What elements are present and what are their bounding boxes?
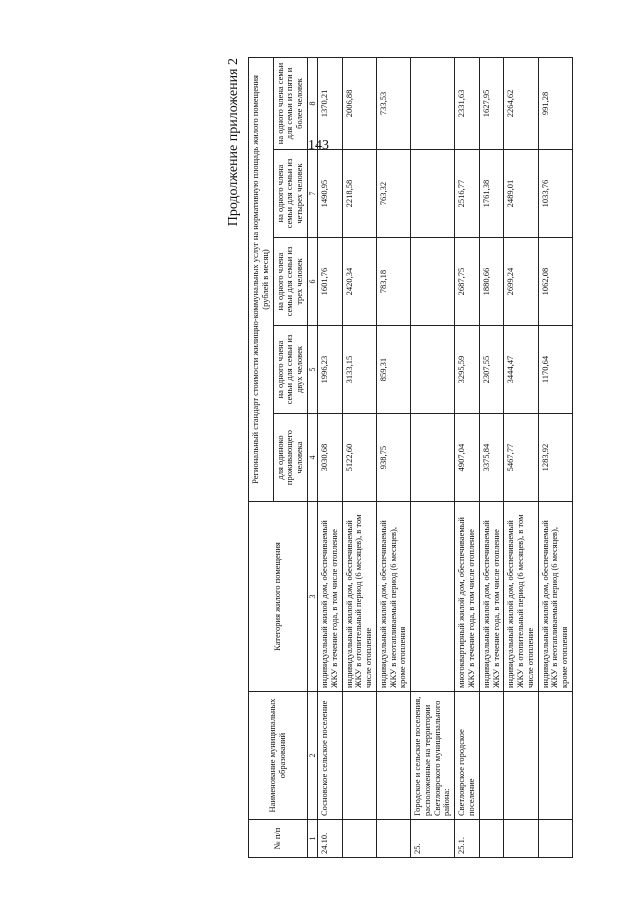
value-cell: 3444,47 <box>504 326 538 414</box>
row-category: многоквартирный жилой дом, обеспечиваемый ЖКУ в течение года, в том числе отопление <box>455 502 480 692</box>
value-cell: 859,31 <box>376 326 410 414</box>
row-municipality <box>479 692 504 820</box>
continuation-caption: Продолжение приложения 2 <box>226 58 241 227</box>
value-cell <box>411 57 455 149</box>
table-row <box>342 57 376 857</box>
value-cell: 1170,64 <box>538 326 572 414</box>
value-cell: 1370,21 <box>318 57 343 149</box>
value-cell: 1283,92 <box>538 414 572 502</box>
value-cell: 1996,23 <box>318 326 343 414</box>
value-cell: 2331,63 <box>455 57 480 149</box>
table-row <box>411 57 455 857</box>
rotated-table-page <box>226 58 640 858</box>
value-cell: 2218,58 <box>342 150 376 238</box>
value-cell: 733,53 <box>376 57 410 149</box>
page-number: 143 <box>308 138 329 153</box>
value-cell <box>411 414 455 502</box>
row-municipality <box>376 692 410 820</box>
row-no: 25.1. <box>455 820 480 858</box>
row-no <box>479 820 504 858</box>
row-category <box>411 502 455 692</box>
value-cell <box>411 326 455 414</box>
table-row <box>376 57 410 857</box>
row-category: индивидуальный жилой дом, обеспечиваемый ЖКУ в неотапливаемый период (6 месяцев), кроме отопления <box>538 502 572 692</box>
header-sub-5: на одного члена семьи для семьи из пяти и более человек <box>273 57 307 149</box>
housing-cost-table <box>248 57 573 858</box>
row-municipality: Городское и сельские поселения, расположенные на территории Светлоярского муниципального района: <box>411 692 455 820</box>
row-category: индивидуальный жилой дом, обеспечиваемый ЖКУ в неотапливаемый период (6 месяцев), кроме отопления <box>376 502 410 692</box>
value-cell: 5122,60 <box>342 414 376 502</box>
index-cell: 1 <box>307 820 317 858</box>
value-cell: 2516,77 <box>455 150 480 238</box>
header-municipality: Наименование муниципальных образований <box>249 692 308 820</box>
value-cell: 783,18 <box>376 238 410 326</box>
value-cell: 1062,08 <box>538 238 572 326</box>
row-municipality: Сосновское сельское поселение <box>318 692 343 820</box>
value-cell: 3030,68 <box>318 414 343 502</box>
value-cell: 1627,95 <box>479 57 504 149</box>
row-category: индивидуальный жилой дом, обеспечиваемый ЖКУ в отопительный период (6 месяцев), в том числе отопление <box>342 502 376 692</box>
index-cell: 8 <box>307 57 317 149</box>
value-cell: 3133,15 <box>342 326 376 414</box>
value-cell: 763,32 <box>376 150 410 238</box>
header-sub-2: на одного члена семьи для семьи из двух человек <box>273 326 307 414</box>
value-cell: 1601,76 <box>318 238 343 326</box>
value-cell <box>411 238 455 326</box>
value-cell: 3375,84 <box>479 414 504 502</box>
value-cell: 3295,59 <box>455 326 480 414</box>
index-cell: 3 <box>307 502 317 692</box>
value-cell: 2699,24 <box>504 238 538 326</box>
value-cell: 991,28 <box>538 57 572 149</box>
header-sub-1: для одиноко проживающего человека <box>273 414 307 502</box>
table-row <box>479 57 504 857</box>
table-row <box>455 57 480 857</box>
value-cell: 5467,77 <box>504 414 538 502</box>
header-sub-4: на одного члена семьи для семьи из четырех человек <box>273 150 307 238</box>
value-cell: 2489,01 <box>504 150 538 238</box>
index-cell: 5 <box>307 326 317 414</box>
row-no <box>504 820 538 858</box>
row-municipality <box>538 692 572 820</box>
value-cell <box>411 150 455 238</box>
header-category: Категория жилого помещения <box>249 502 308 692</box>
index-cell: 7 <box>307 150 317 238</box>
value-cell: 2006,88 <box>342 57 376 149</box>
value-cell: 938,75 <box>376 414 410 502</box>
header-sub-3: на одного члена семьи для семьи из трех человек <box>273 238 307 326</box>
value-cell: 2307,55 <box>479 326 504 414</box>
value-cell: 2264,62 <box>504 57 538 149</box>
row-no <box>538 820 572 858</box>
value-cell: 1033,76 <box>538 150 572 238</box>
table-row <box>318 57 343 857</box>
row-no: 25. <box>411 820 455 858</box>
value-cell: 2687,75 <box>455 238 480 326</box>
row-category: индивидуальный жилой дом, обеспечиваемый ЖКУ в отопительный период (6 месяцев), в том числе отопление <box>504 502 538 692</box>
value-cell: 1761,38 <box>479 150 504 238</box>
index-cell: 2 <box>307 692 317 820</box>
value-cell: 2420,34 <box>342 238 376 326</box>
value-cell: 1490,95 <box>318 150 343 238</box>
table-row <box>504 57 538 857</box>
header-standard-group: Региональный стандарт стоимости жилищно-коммунальных услуг на нормативную площадь жилого помещения (рублей в месяц) <box>249 57 274 501</box>
value-cell: 1880,66 <box>479 238 504 326</box>
row-municipality: Светлоярское городское поселение <box>455 692 480 820</box>
row-no <box>342 820 376 858</box>
row-municipality <box>504 692 538 820</box>
row-no <box>376 820 410 858</box>
index-cell: 6 <box>307 238 317 326</box>
header-no: № п/п <box>249 820 308 858</box>
row-category: индивидуальный жилой дом, обеспечиваемый ЖКУ в течение года, в том числе отопление <box>479 502 504 692</box>
table-row <box>538 57 572 857</box>
row-municipality <box>342 692 376 820</box>
header-index-row <box>307 57 317 857</box>
row-category: индивидуальный жилой дом, обеспечиваемый ЖКУ в течение года, в том числе отопление <box>318 502 343 692</box>
row-no: 24.10. <box>318 820 343 858</box>
value-cell: 4907,04 <box>455 414 480 502</box>
index-cell: 4 <box>307 414 317 502</box>
